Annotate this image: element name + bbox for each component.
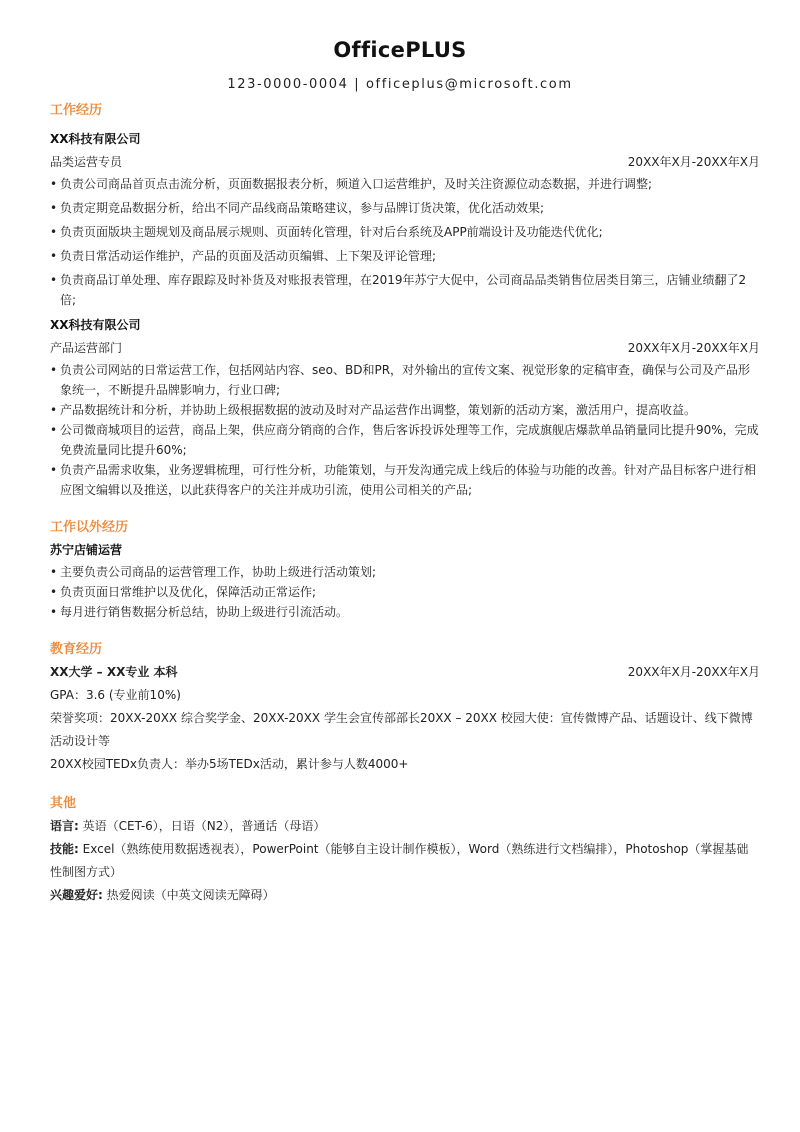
language-label: 语言: bbox=[50, 819, 79, 833]
bullet-item: • 负责公司商品首页点击流分析，页面数据报表分析，频道入口运营维护，及时关注资源位动态数据，并进行调整; bbox=[50, 174, 760, 194]
skills-label: 技能: bbox=[50, 842, 79, 856]
section-title-others: 其他 bbox=[50, 796, 77, 811]
hobby-line bbox=[50, 884, 760, 907]
education-row bbox=[50, 661, 760, 684]
bullet-item: • 负责页面日常维护以及优化，保障活动正常运作; bbox=[50, 582, 760, 602]
work-entry-2 bbox=[50, 314, 760, 500]
skills-line bbox=[50, 838, 760, 884]
bullet-item: • 每月进行销售数据分析总结，协助上级进行引流活动。 bbox=[50, 602, 760, 622]
position-title: 产品运营部门 bbox=[50, 341, 123, 355]
hobby-value: 热爱阅读（中英文阅读无障碍） bbox=[102, 888, 275, 902]
resume-content bbox=[50, 100, 760, 907]
contact-info: 123-0000-0004 | officeplus@microsoft.com bbox=[227, 77, 573, 92]
date-range: 20XX年X月-20XX年X月 bbox=[627, 341, 760, 355]
bullet-item: • 负责产品需求收集，业务逻辑梳理，可行性分析，功能策划，与开发沟通完成上线后的体验与功能的改善。针对产品目标客户进行相应图文编辑以及推送，以此获得客户的关注并成功引流，使用公司相关的产品; bbox=[50, 460, 760, 500]
gpa-line: GPA：3.6 (专业前10%) bbox=[50, 688, 181, 702]
date-range: 20XX年X月-20XX年X月 bbox=[627, 155, 760, 169]
bullet-item: • 主要负责公司商品的运营管理工作，协助上级进行活动策划; bbox=[50, 562, 760, 582]
bullet-item: • 负责定期竞品数据分析，给出不同产品线商品策略建议，参与品牌订货决策，优化活动效果; bbox=[50, 198, 760, 218]
hobby-label: 兴趣爱好: bbox=[50, 888, 103, 902]
work-entry-1 bbox=[50, 128, 760, 310]
skills-value: Excel（熟练使用数据透视表），PowerPoint（能够自主设计制作模板），Word（熟练进行文档编排），Photoshop（掌握基础性制图方式） bbox=[50, 842, 749, 879]
honors-line: 荣誉奖项：20XX-20XX 综合奖学金、20XX-20XX 学生会宣传部部长20XX – 20XX 校园大使：宣传微博产品、话题设计、线下微博活动设计等 bbox=[50, 711, 753, 748]
bullet-item: • 产品数据统计和分析，并协助上级根据数据的波动及时对产品运营作出调整，策划新的活动方案，激活用户，提高收益。 bbox=[50, 400, 760, 420]
bullet-item: • 公司微商城项目的运营，商品上架，供应商分销商的合作，售后客诉投诉处理等工作，完成旗舰店爆款单品销量同比提升90%，完成免费流量同比提升60%; bbox=[50, 420, 760, 460]
section-title-work: 工作经历 bbox=[50, 103, 103, 118]
position-row bbox=[50, 151, 760, 174]
resume-name: OfficePLUS bbox=[333, 38, 467, 62]
bullet-item: • 负责商品订单处理、库存跟踪及时补货及对账报表管理，在2019年苏宁大促中，公司商品品类销售位居类目第三，店铺业绩翻了2倍; bbox=[50, 270, 760, 310]
date-range: 20XX年X月-20XX年X月 bbox=[627, 665, 760, 679]
position-row bbox=[50, 337, 760, 360]
org-name: 苏宁店铺运营 bbox=[50, 543, 123, 557]
section-title-other-experience: 工作以外经历 bbox=[50, 520, 129, 535]
school-degree: XX大学 – XX专业 本科 bbox=[50, 665, 178, 679]
company-name: XX科技有限公司 bbox=[50, 318, 141, 332]
bullet-item: • 负责页面版块主题规划及商品展示规则、页面转化管理，针对后台系统及APP前端设计及功能迭代优化; bbox=[50, 222, 760, 242]
section-title-education: 教育经历 bbox=[50, 642, 103, 657]
bullet-item: • 负责日常活动运作维护，产品的页面及活动页编辑、上下架及评论管理; bbox=[50, 246, 760, 266]
bullet-item: • 负责公司网站的日常运营工作，包括网站内容、seo、BD和PR，对外输出的宣传文案、视觉形象的定稿审查，确保与公司及产品形象统一，不断提升品牌影响力，行业口碑; bbox=[50, 360, 760, 400]
tedx-line: 20XX校园TEDx负责人：举办5场TEDx活动，累计参与人数4000+ bbox=[50, 757, 409, 771]
language-line bbox=[50, 815, 760, 838]
company-name: XX科技有限公司 bbox=[50, 132, 141, 146]
position-title: 品类运营专员 bbox=[50, 155, 123, 169]
language-value: 英语（CET-6），日语（N2），普通话（母语） bbox=[78, 819, 326, 833]
